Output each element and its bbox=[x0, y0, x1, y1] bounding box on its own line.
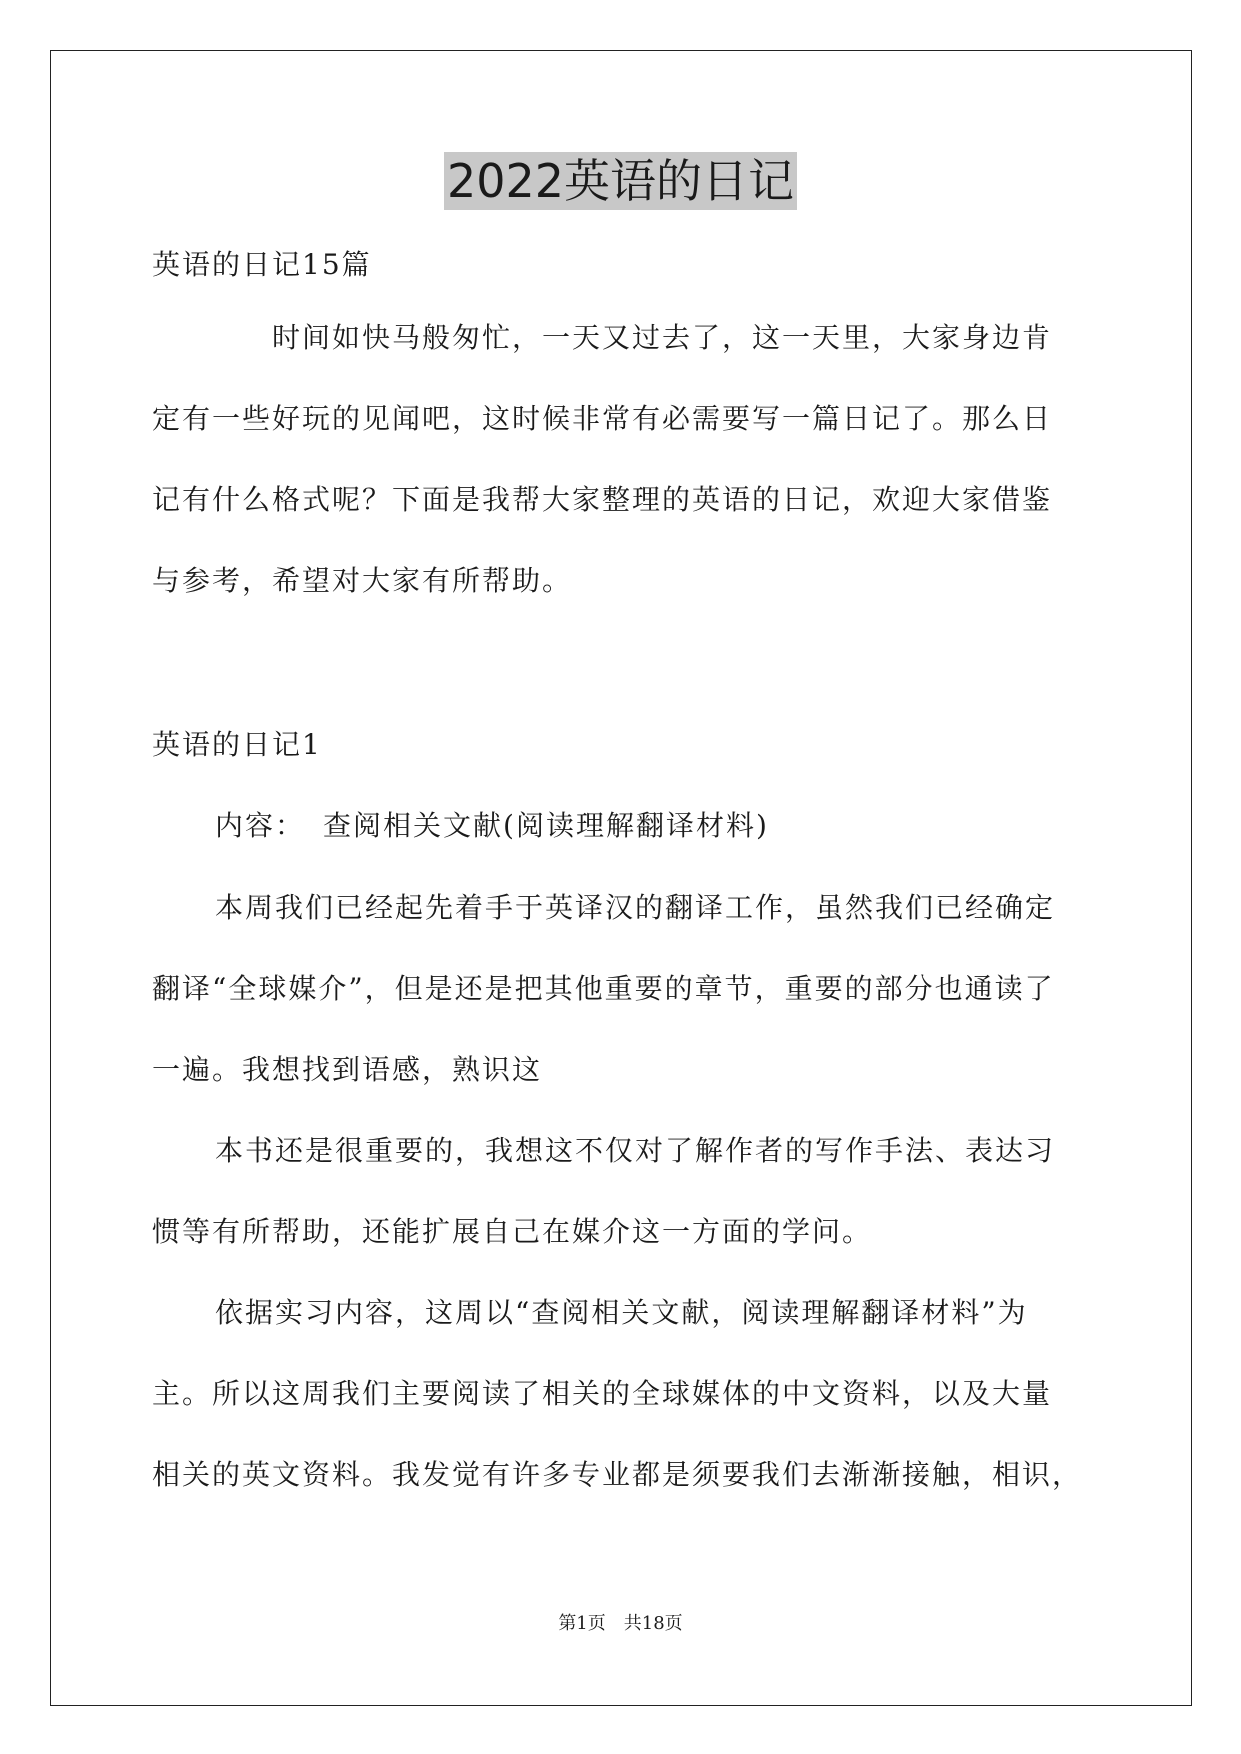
document-subtitle: 英语的日记15篇 bbox=[152, 248, 372, 281]
section-heading: 英语的日记1 bbox=[152, 728, 322, 761]
body-line: 主。所以这周我们主要阅读了相关的全球媒体的中文资料，以及大量 bbox=[152, 1377, 1053, 1410]
intro-line: 与参考，希望对大家有所帮助。 bbox=[152, 564, 573, 597]
intro-line: 记有什么格式呢？下面是我帮大家整理的英语的日记，欢迎大家借鉴 bbox=[152, 483, 1053, 516]
body-line: 翻译“全球媒介”，但是还是把其他重要的章节，重要的部分也通读了 bbox=[152, 972, 1055, 1005]
body-line: 依据实习内容，这周以“查阅相关文献，阅读理解翻译材料”为 bbox=[215, 1296, 1028, 1329]
body-line: 惯等有所帮助，还能扩展自己在媒介这一方面的学问。 bbox=[152, 1215, 873, 1248]
content-value: 查阅相关文献(阅读理解翻译材料) bbox=[323, 809, 769, 842]
body-line: 相关的英文资料。我发觉有许多专业都是须要我们去渐渐接触，相识， bbox=[152, 1458, 1083, 1491]
body-line: 本周我们已经起先着手于英译汉的翻译工作，虽然我们已经确定 bbox=[215, 891, 1056, 924]
page-number-footer: 第1页 共18页 bbox=[558, 1613, 683, 1634]
intro-line: 定有一些好玩的见闻吧，这时候非常有必需要写一篇日记了。那么日 bbox=[152, 402, 1053, 435]
body-line: 一遍。我想找到语感，熟识这 bbox=[152, 1053, 543, 1086]
document-title-text: 2022英语的日记 bbox=[444, 152, 797, 210]
intro-line: 时间如快马般匆忙，一天又过去了，这一天里，大家身边肯 bbox=[272, 321, 1053, 354]
document-title bbox=[0, 152, 1241, 210]
content-label: 内容： bbox=[215, 809, 306, 842]
body-line: 本书还是很重要的，我想这不仅对了解作者的写作手法、表达习 bbox=[215, 1134, 1056, 1167]
content-line bbox=[215, 806, 769, 846]
